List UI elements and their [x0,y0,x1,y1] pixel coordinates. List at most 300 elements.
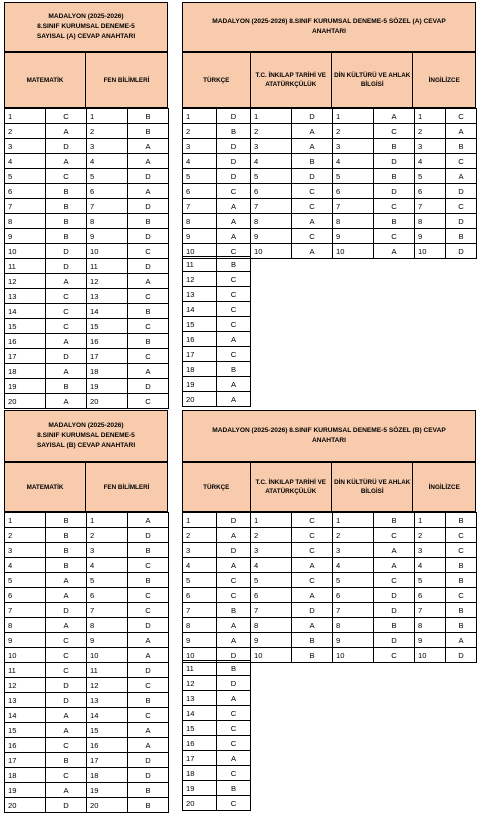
answer-letter: A [217,199,251,214]
answer-letter: A [217,751,251,766]
question-number: 8 [415,214,446,229]
question-number: 4 [415,558,446,573]
answer-letter: A [128,738,169,753]
question-number: 14 [183,706,217,721]
answer-letter: A [128,139,169,154]
answer-letter: A [217,558,251,573]
answer-letter: D [217,543,251,558]
answer-letter: A [128,364,169,379]
answer-letter: C [217,573,251,588]
question-number: 13 [87,289,128,304]
answer-letter: C [446,528,477,543]
question-number: 10 [87,648,128,663]
table-row [183,588,477,603]
answer-letter: A [446,169,477,184]
answer-letter: D [374,633,415,648]
question-number: 1 [183,109,217,124]
question-number: 18 [87,768,128,783]
answer-letter: B [128,334,169,349]
question-number: 5 [183,169,217,184]
answer-letter: B [46,214,87,229]
question-number: 7 [251,199,292,214]
table-row [183,751,251,766]
question-number: 7 [87,199,128,214]
question-number: 7 [415,199,446,214]
question-number: 5 [333,169,374,184]
answer-letter: B [374,618,415,633]
question-number: 3 [5,543,46,558]
question-number: 18 [5,364,46,379]
answer-letter: C [217,287,251,302]
question-number: 5 [87,169,128,184]
question-number: 5 [5,169,46,184]
answer-letter: A [292,139,333,154]
question-number: 13 [183,691,217,706]
answer-letter: A [292,214,333,229]
question-number: 4 [333,154,374,169]
subject-din: DİN KÜLTÜRÜ VE AHLAK BİLGİSİ [332,463,413,511]
title-line: SAYISAL (B) CEVAP ANAHTARI [36,442,136,449]
answer-letter: B [46,513,87,528]
question-number: 2 [251,124,292,139]
question-number: 10 [251,648,292,663]
table-row [5,558,169,573]
answer-letter: B [128,109,169,124]
table-row [5,798,169,813]
question-number: 16 [183,736,217,751]
question-number: 15 [183,721,217,736]
question-number: 18 [87,364,128,379]
answer-letter: C [46,169,87,184]
answer-letter: A [46,394,87,409]
table-row [183,154,477,169]
table-row [183,603,477,618]
answer-letter: C [128,678,169,693]
table-row [183,721,251,736]
answer-letter: D [46,798,87,813]
question-number: 9 [5,229,46,244]
table-row [5,783,169,798]
question-number: 13 [5,289,46,304]
question-number: 3 [183,543,217,558]
answer-letter: B [217,257,251,272]
question-number: 8 [333,618,374,633]
subject-inkilap: T.C. İNKILAP TARİHİ VE ATATÜRKÇÜLÜK [251,463,332,511]
question-number: 14 [5,708,46,723]
answer-letter: C [128,319,169,334]
question-number: 1 [5,513,46,528]
answer-letter: D [128,259,169,274]
answer-letter: B [446,513,477,528]
question-number: 20 [183,796,217,811]
answer-letter: B [128,304,169,319]
answer-letter: D [217,676,251,691]
answer-letter: D [217,648,251,663]
answer-letter: B [128,124,169,139]
question-number: 2 [87,528,128,543]
subject-inkilap: T.C. İNKILAP TARİHİ VE ATATÜRKÇÜLÜK [251,53,332,107]
answer-letter: B [292,633,333,648]
answer-letter: C [46,648,87,663]
question-number: 3 [183,139,217,154]
answer-letter: B [217,362,251,377]
answer-letter: D [46,139,87,154]
question-number: 10 [333,648,374,663]
question-number: 12 [5,274,46,289]
answer-letter: C [217,721,251,736]
question-number: 3 [333,543,374,558]
answer-letter: C [128,289,169,304]
question-number: 11 [183,257,217,272]
answer-letter: D [446,244,477,259]
answer-letter: B [374,169,415,184]
answer-letter: B [217,781,251,796]
answer-letter: C [128,558,169,573]
answer-letter: C [217,347,251,362]
answer-letter: C [217,317,251,332]
answer-letter: D [217,513,251,528]
sozel-a-turkce-extra-table [182,256,251,407]
sozel-a-subject-header [182,52,476,108]
table-row [5,693,169,708]
question-number: 1 [333,109,374,124]
answer-letter: B [46,229,87,244]
question-number: 3 [5,139,46,154]
answer-letter: D [128,169,169,184]
table-row [183,558,477,573]
table-row [183,513,477,528]
table-row [5,753,169,768]
answer-letter: B [374,214,415,229]
question-number: 4 [183,154,217,169]
table-row [183,691,251,706]
question-number: 13 [183,287,217,302]
question-number: 7 [333,199,374,214]
table-row [183,287,251,302]
question-number: 2 [415,124,446,139]
table-row [183,332,251,347]
answer-letter: B [446,573,477,588]
answer-letter: D [374,588,415,603]
answer-letter: A [128,184,169,199]
table-row [183,618,477,633]
question-number: 8 [5,214,46,229]
table-row [5,603,169,618]
table-row [183,302,251,317]
answer-letter: A [374,543,415,558]
table-row [5,124,169,139]
question-number: 9 [183,229,217,244]
question-number: 9 [87,229,128,244]
answer-letter: B [46,379,87,394]
table-row [183,229,477,244]
answer-letter: A [46,588,87,603]
question-number: 7 [333,603,374,618]
table-row [183,392,251,407]
subject-matematik: MATEMATİK [5,53,86,107]
question-number: 12 [5,678,46,693]
table-row [5,588,169,603]
sozel-b-subject-header [182,462,476,512]
answer-letter: C [217,736,251,751]
question-number: 17 [183,751,217,766]
table-row [183,633,477,648]
answer-letter: D [446,184,477,199]
question-number: 17 [5,753,46,768]
question-number: 6 [5,588,46,603]
question-number: 11 [5,259,46,274]
answer-letter: A [217,528,251,543]
question-number: 6 [251,588,292,603]
answer-letter: B [374,139,415,154]
answer-letter: A [46,708,87,723]
question-number: 7 [183,199,217,214]
answer-letter: C [217,184,251,199]
sozel-b-answer-table [182,512,477,663]
table-row [183,184,477,199]
table-row [183,796,251,811]
answer-letter: C [292,513,333,528]
answer-letter: B [292,154,333,169]
answer-letter: A [292,588,333,603]
answer-letter: C [217,272,251,287]
question-number: 20 [5,798,46,813]
question-number: 17 [87,349,128,364]
answer-letter: C [292,573,333,588]
answer-letter: C [446,154,477,169]
table-row [183,543,477,558]
answer-letter: C [446,588,477,603]
answer-letter: C [46,289,87,304]
question-number: 3 [251,139,292,154]
answer-letter: A [128,154,169,169]
table-row [183,736,251,751]
table-row [183,109,477,124]
question-number: 15 [5,319,46,334]
answer-letter: D [46,244,87,259]
answer-letter: A [374,558,415,573]
question-number: 18 [183,766,217,781]
question-number: 15 [87,319,128,334]
question-number: 3 [87,139,128,154]
question-number: 12 [183,272,217,287]
question-number: 1 [5,109,46,124]
answer-letter: C [292,184,333,199]
question-number: 12 [183,676,217,691]
answer-letter: C [128,603,169,618]
answer-letter: A [217,332,251,347]
answer-letter: C [374,229,415,244]
question-number: 6 [251,184,292,199]
question-number: 5 [415,573,446,588]
question-number: 19 [183,781,217,796]
answer-letter: A [217,691,251,706]
table-row [5,244,169,259]
answer-letter: B [292,648,333,663]
answer-letter: D [374,603,415,618]
sozel-a-answer-table [182,108,477,259]
question-number: 9 [415,633,446,648]
title-line: MADALYON (2025-2026) 8.SINIF KURUMSAL DENEME-5 SÖZEL (B) CEVAP [212,427,446,434]
answer-letter: A [217,618,251,633]
question-number: 2 [183,528,217,543]
question-number: 10 [415,244,446,259]
sozel-a-title [182,2,476,52]
answer-letter: A [217,392,251,407]
question-number: 10 [5,244,46,259]
question-number: 4 [5,154,46,169]
answer-letter: B [128,798,169,813]
question-number: 8 [87,618,128,633]
title-line: MADALYON (2025-2026) 8.SINIF KURUMSAL DENEME-5 SÖZEL (A) CEVAP [212,18,446,25]
answer-letter: B [217,603,251,618]
title-line: SAYISAL (A) CEVAP ANAHTARI [36,33,136,40]
question-number: 5 [333,573,374,588]
answer-letter: D [217,109,251,124]
question-number: 5 [415,169,446,184]
question-number: 6 [5,184,46,199]
table-row [5,678,169,693]
answer-letter: B [46,199,87,214]
answer-letter: C [446,109,477,124]
question-number: 10 [5,648,46,663]
answer-letter: A [292,244,333,259]
question-number: 8 [87,214,128,229]
question-number: 2 [415,528,446,543]
answer-letter: C [46,319,87,334]
question-number: 18 [5,768,46,783]
question-number: 1 [415,513,446,528]
table-row [5,289,169,304]
question-number: 4 [183,558,217,573]
table-row [5,663,169,678]
answer-letter: C [46,304,87,319]
answer-letter: C [217,796,251,811]
question-number: 4 [415,154,446,169]
question-number: 14 [87,304,128,319]
question-number: 7 [87,603,128,618]
question-number: 19 [87,783,128,798]
question-number: 16 [87,334,128,349]
answer-letter: C [292,543,333,558]
table-row [5,319,169,334]
answer-letter: D [128,199,169,214]
question-number: 7 [251,603,292,618]
answer-letter: B [46,543,87,558]
question-number: 12 [87,678,128,693]
answer-letter: D [374,184,415,199]
question-number: 19 [5,379,46,394]
question-number: 10 [183,648,217,663]
question-number: 2 [87,124,128,139]
answer-letter: A [46,723,87,738]
answer-letter: A [46,124,87,139]
table-row [183,317,251,332]
subject-fen: FEN BİLİMLERİ [103,76,150,84]
answer-letter: C [128,708,169,723]
answer-letter: D [217,154,251,169]
question-number: 20 [87,798,128,813]
answer-letter: A [292,618,333,633]
sayisal-b-title [4,410,168,462]
sayisal-a-answer-table [4,108,169,409]
table-row [5,169,169,184]
answer-letter: C [128,588,169,603]
answer-letter: C [128,349,169,364]
question-number: 14 [87,708,128,723]
answer-letter: C [217,766,251,781]
table-row [5,364,169,379]
answer-letter: B [46,558,87,573]
question-number: 2 [333,528,374,543]
answer-letter: A [446,633,477,648]
table-row [183,214,477,229]
answer-letter: B [46,753,87,768]
question-number: 19 [5,783,46,798]
question-number: 2 [5,528,46,543]
question-number: 12 [87,274,128,289]
question-number: 4 [251,154,292,169]
subject-fen: FEN BİLİMLERİ [103,483,150,491]
question-number: 9 [251,229,292,244]
answer-letter: B [46,184,87,199]
table-row [5,618,169,633]
answer-letter: D [128,753,169,768]
answer-letter: C [446,543,477,558]
answer-letter: A [128,633,169,648]
answer-letter: D [46,603,87,618]
answer-letter: B [217,124,251,139]
question-number: 16 [87,738,128,753]
question-number: 16 [5,738,46,753]
table-row [183,257,251,272]
question-number: 3 [415,139,446,154]
answer-letter: C [46,663,87,678]
answer-letter: A [128,723,169,738]
answer-letter: D [128,528,169,543]
answer-letter: D [446,214,477,229]
table-row [183,347,251,362]
table-row [183,139,477,154]
answer-letter: C [374,648,415,663]
answer-letter: C [217,244,251,259]
table-row [5,528,169,543]
answer-letter: B [446,139,477,154]
table-row [183,169,477,184]
question-number: 9 [251,633,292,648]
question-number: 20 [5,394,46,409]
title-line: ANAHTARI [312,28,346,35]
table-row [5,259,169,274]
answer-letter: A [46,274,87,289]
question-number: 2 [333,124,374,139]
answer-letter: A [128,513,169,528]
title-line: MADALYON (2025-2026) [48,13,124,20]
question-number: 3 [251,543,292,558]
answer-letter: B [446,603,477,618]
question-number: 11 [87,259,128,274]
table-row [5,304,169,319]
question-number: 20 [87,394,128,409]
table-row [183,362,251,377]
question-number: 3 [333,139,374,154]
question-number: 3 [415,543,446,558]
answer-letter: C [217,588,251,603]
question-number: 7 [415,603,446,618]
table-row [5,274,169,289]
question-number: 8 [251,618,292,633]
question-number: 1 [251,109,292,124]
